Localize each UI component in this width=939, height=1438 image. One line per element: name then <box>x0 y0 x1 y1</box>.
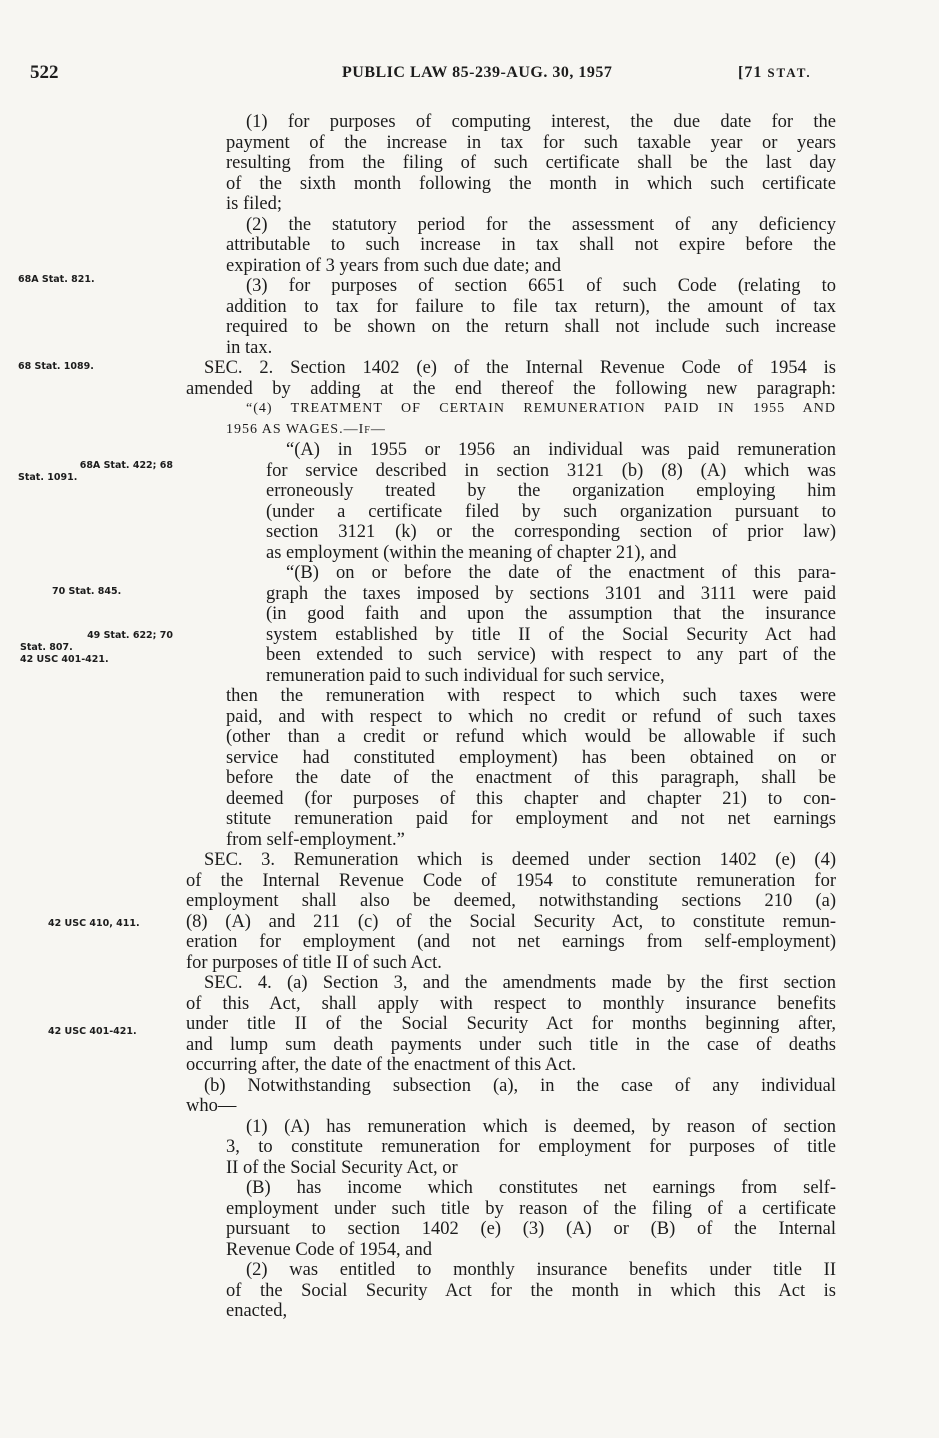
text-line: of this Act, shall apply with respect to monthly insurance benefits <box>186 993 836 1014</box>
text-line: (2) was entitled to monthly insurance benefits under title II <box>246 1260 836 1280</box>
text-line: (b) Notwithstanding subsection (a), in the case of any individual <box>204 1075 836 1096</box>
text-line: (1) for purposes of computing interest, the due date for the <box>246 112 836 132</box>
text-line: deemed (for purposes of this chapter and chapter 21) to con- <box>226 788 836 809</box>
paragraph-heading: “(4) TREATMENT OF CERTAIN REMUNERATION PAID IN 1955 AND <box>246 401 836 416</box>
margin-note: Stat. 807. <box>20 642 73 653</box>
page-number: 522 <box>30 62 59 83</box>
text-line: remuneration paid to such individual for such service, <box>266 665 665 686</box>
text-line: expiration of 3 years from such due date; and <box>226 255 561 276</box>
text-line: paid, and with respect to which no credit or refund of such taxes <box>226 706 836 727</box>
margin-note: 68A Stat. 422; 68 <box>79 460 173 471</box>
margin-note: 42 USC 401-421. <box>48 1026 137 1037</box>
text-line: (2) the statutory period for the assessment of any deficiency <box>246 214 836 235</box>
text-line: required to be shown on the return shall not include such increase <box>226 317 836 337</box>
text-line: service had constituted employment) has been obtained on or <box>226 747 836 768</box>
text-line: section 3121 (k) or the corresponding section of prior law) <box>266 522 836 542</box>
text-line: from self-employment.” <box>226 829 405 850</box>
text-line: of the Social Security Act for the month in which this Act is <box>226 1280 836 1301</box>
text-line: attributable to such increase in tax shall not expire before the <box>226 235 836 255</box>
text-line: amended by adding at the end thereof the following new paragraph: <box>186 378 836 399</box>
text-line: pursuant to section 1402 (e) (3) (A) or (B) of the Internal <box>226 1219 836 1239</box>
text-line: “(A) in 1955 or 1956 an individual was paid remuneration <box>286 440 836 460</box>
text-line: employment shall also be deemed, notwithstanding sections 210 (a) <box>186 891 836 911</box>
text-line: and lump sum death payments under such title in the case of deaths <box>186 1034 836 1055</box>
text-line: (B) has income which constitutes net earnings from self- <box>246 1178 836 1198</box>
text-line: payment of the increase in tax for such taxable year or years <box>226 132 836 153</box>
running-title: PUBLIC LAW 85-239-AUG. 30, 1957 <box>342 64 613 81</box>
text-line: (under a certificate filed by such organization pursuant to <box>266 501 836 522</box>
text-line: II of the Social Security Act, or <box>226 1157 458 1178</box>
text-line: as employment (within the meaning of chapter 21), and <box>266 542 677 563</box>
text-line: been extended to such service) with respect to any part of the <box>266 645 836 665</box>
text-line: system established by title II of the Social Security Act had <box>266 624 836 645</box>
text-line: (8) (A) and 211 (c) of the Social Security Act, to constitute remun- <box>186 911 836 932</box>
section-heading-line: SEC. 3. Remuneration which is deemed under section 1402 (e) (4) <box>204 850 836 870</box>
text-line: before the date of the enactment of this paragraph, shall be <box>226 768 836 788</box>
margin-note: 42 USC 410, 411. <box>48 918 140 929</box>
text-line: stitute remuneration paid for employment and not net earnings <box>226 809 836 829</box>
paragraph-heading: 1956 AS WAGES.—If— <box>226 421 386 437</box>
margin-note: 49 Stat. 622; 70 <box>87 630 173 641</box>
section-heading-line: SEC. 2. Section 1402 (e) of the Internal Revenue Code of 1954 is <box>204 358 836 378</box>
text-line: occurring after, the date of the enactment of this Act. <box>186 1055 577 1075</box>
text-line: enacted, <box>226 1301 288 1321</box>
text-line: 3, to constitute remuneration for employment for purposes of title <box>226 1137 836 1157</box>
margin-note: 68 Stat. 1089. <box>18 361 94 372</box>
text-line: under title II of the Social Security Act for months beginning after, <box>186 1014 836 1034</box>
text-line: then the remuneration with respect to which such taxes were <box>226 686 836 706</box>
text-line: erroneously treated by the organization employing him <box>266 481 836 501</box>
section-heading-line: SEC. 4. (a) Section 3, and the amendments made by the first section <box>204 973 836 993</box>
text-line: for purposes of title II of such Act. <box>186 952 442 973</box>
margin-note: 68A Stat. 821. <box>18 274 95 285</box>
text-line: is filed; <box>226 194 283 214</box>
text-line: (in good faith and upon the assumption that the insurance <box>266 604 836 624</box>
text-line: Revenue Code of 1954, and <box>226 1239 433 1260</box>
text-line: of the sixth month following the month in which such certificate <box>226 173 836 194</box>
text-line: (3) for purposes of section 6651 of such Code (relating to <box>246 276 836 296</box>
text-line: eration for employment (and not net earnings from self-employment) <box>186 932 836 952</box>
text-line: (other than a credit or refund which would be allowable if such <box>226 727 836 747</box>
margin-note: 42 USC 401-421. <box>20 654 109 665</box>
text-line: resulting from the filing of such certificate shall be the last day <box>226 153 836 173</box>
margin-note: 70 Stat. 845. <box>52 586 122 597</box>
text-line: (1) (A) has remuneration which is deemed, by reason of section <box>246 1116 836 1137</box>
text-line: for service described in section 3121 (b) (8) (A) which was <box>266 460 836 481</box>
volume-citation: [71 STAT. <box>738 64 812 81</box>
text-line: employment under such title by reason of the filing of a certificate <box>226 1198 836 1219</box>
text-line: who— <box>186 1096 237 1116</box>
text-line: of the Internal Revenue Code of 1954 to constitute remuneration for <box>186 870 836 891</box>
text-line: graph the taxes imposed by sections 3101 and 3111 were paid <box>266 583 836 604</box>
text-line: in tax. <box>226 337 273 358</box>
page-header <box>0 62 939 90</box>
text-line: addition to tax for failure to file tax return), the amount of tax <box>226 296 836 317</box>
margin-note: Stat. 1091. <box>18 472 78 483</box>
text-line: “(B) on or before the date of the enactment of this para- <box>286 563 836 583</box>
